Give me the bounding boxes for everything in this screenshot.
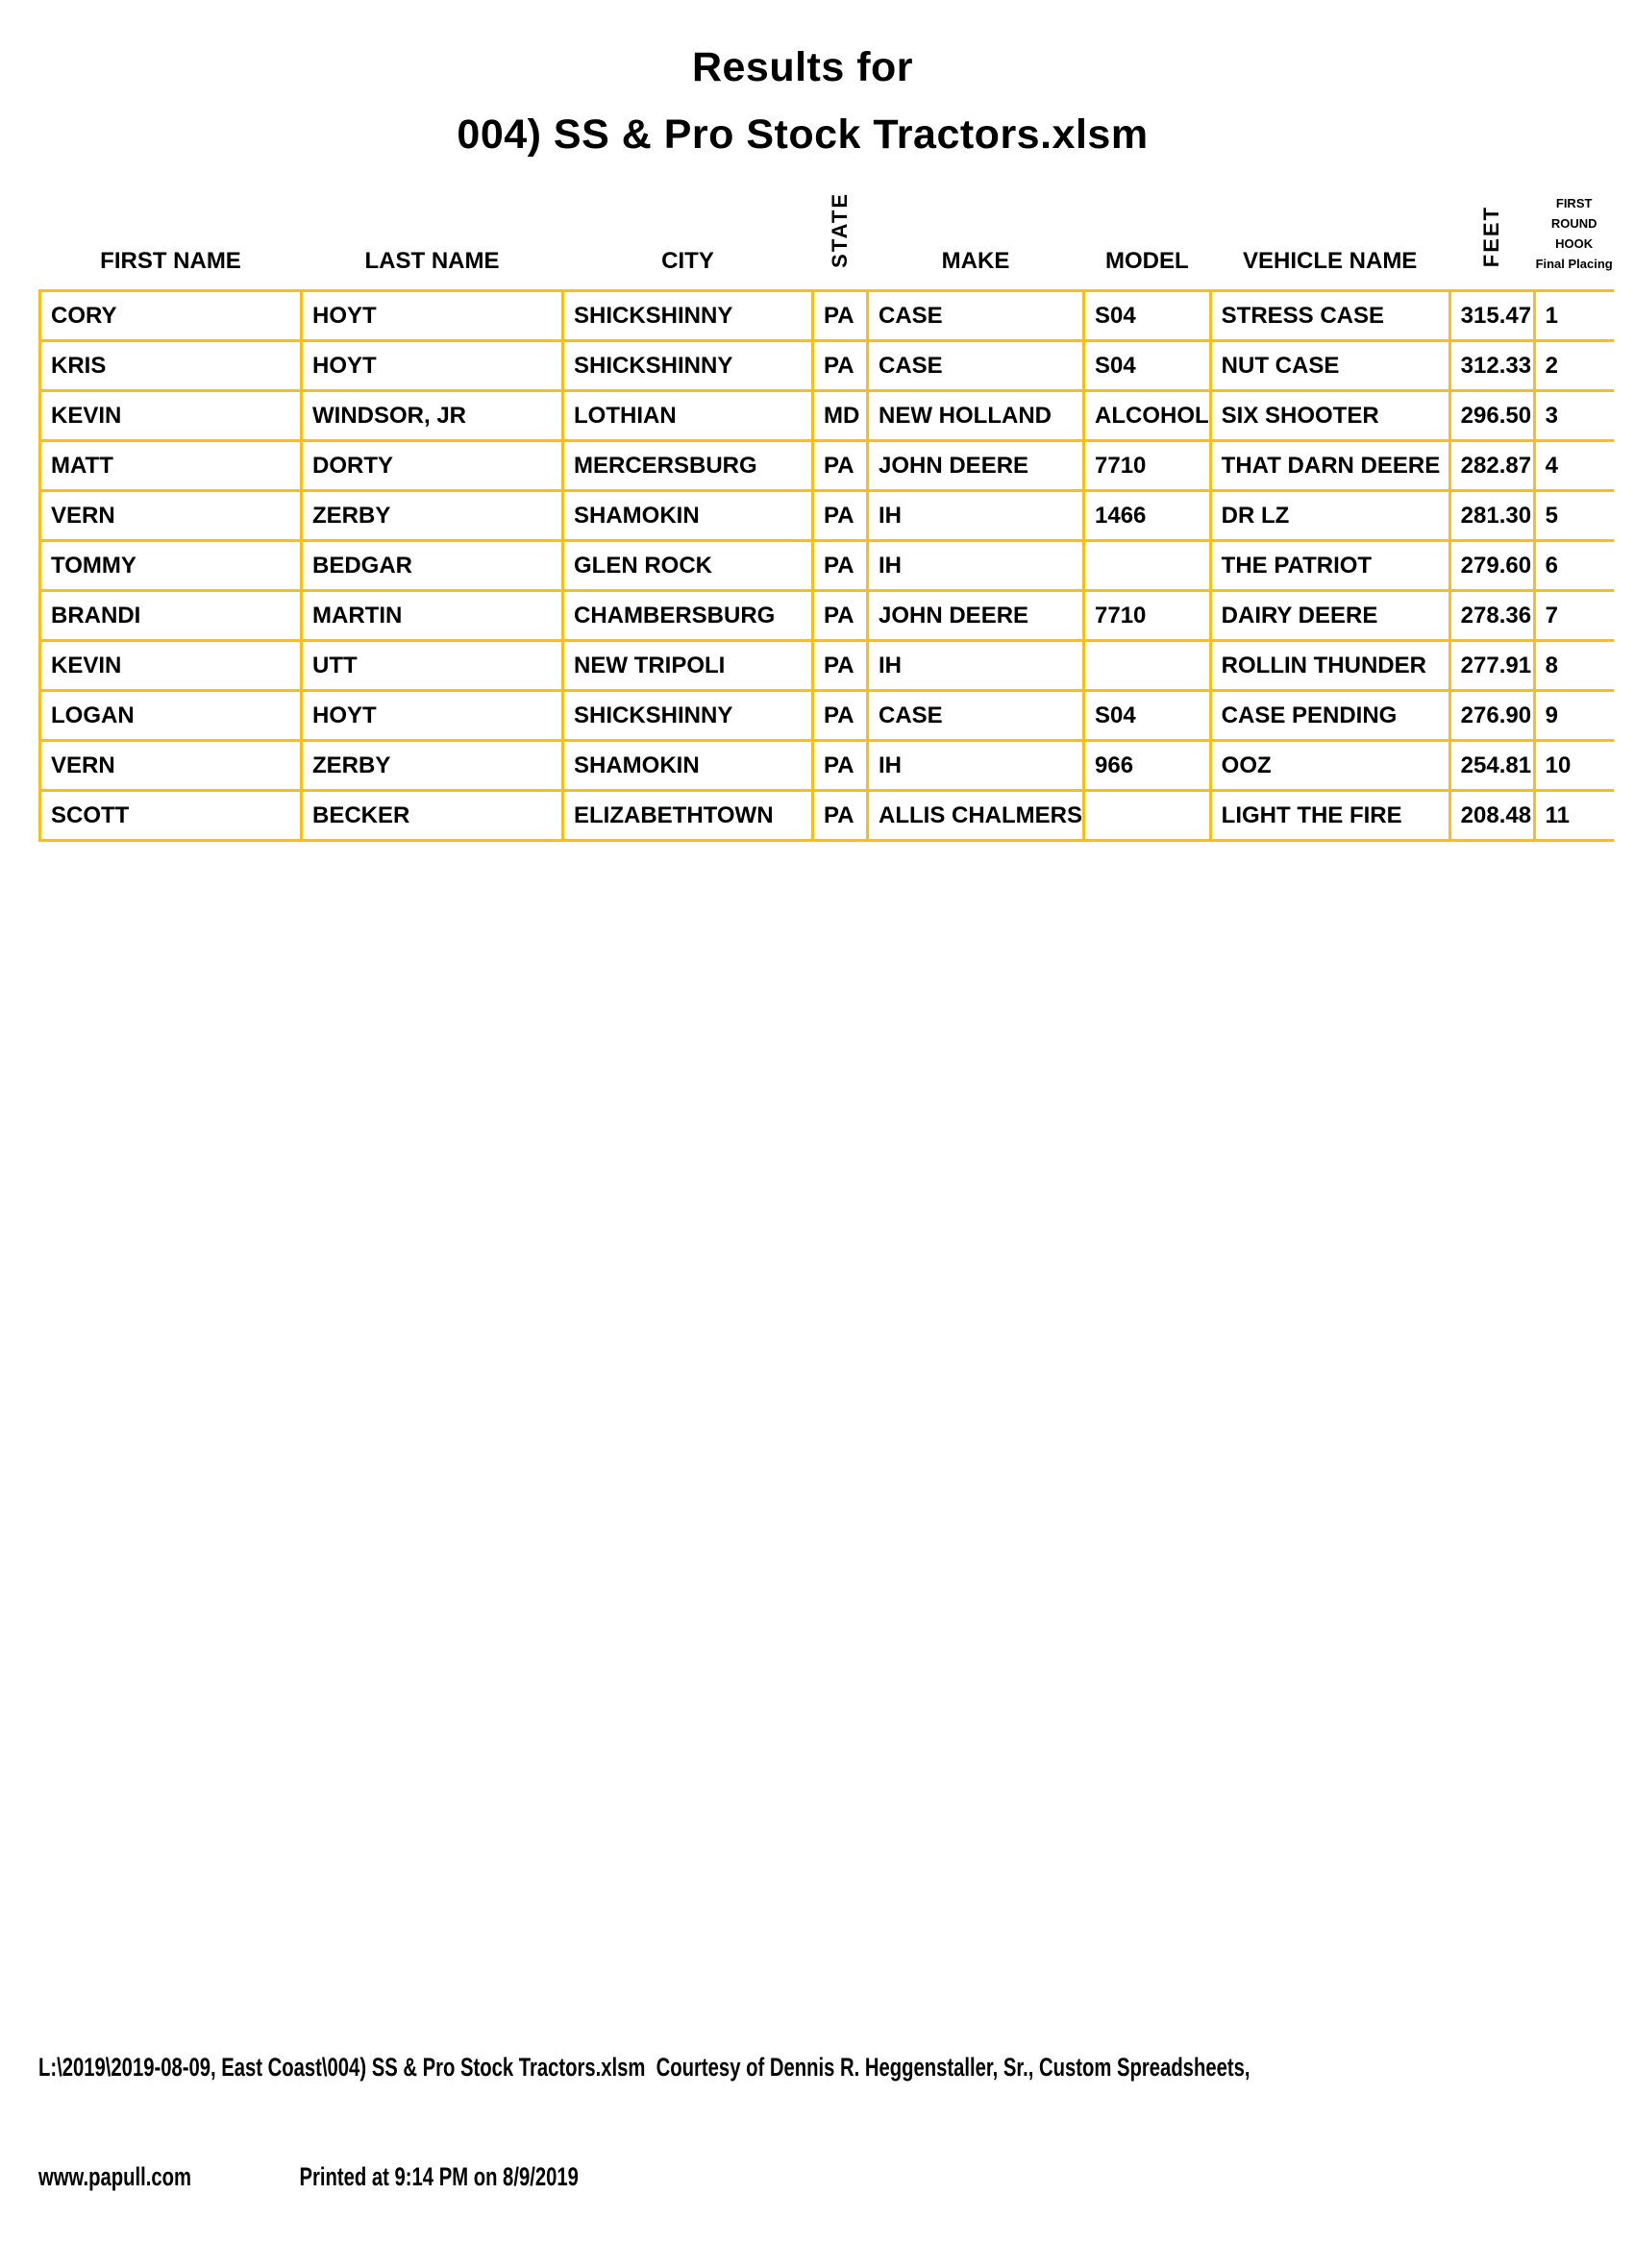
cell-first_name: LOGAN [40,691,302,741]
cell-vehicle_name: STRESS CASE [1210,291,1449,341]
column-header-placing [1534,168,1614,291]
table-row [40,491,1615,541]
cell-first_name: KEVIN [40,391,302,441]
page-subtitle: 004) SS & Pro Stock Tractors.xlsm [457,111,1149,158]
table-row [40,291,1615,341]
footer-line2 [38,2158,1250,2195]
cell-vehicle_name: THE PATRIOT [1210,541,1449,591]
cell-placing: 9 [1534,691,1614,741]
cell-model [1084,541,1211,591]
table-row [40,341,1615,391]
cell-last_name: BECKER [302,791,563,841]
cell-state: PA [813,541,868,591]
cell-city: ELIZABETHTOWN [563,791,813,841]
cell-feet: 276.90 [1449,691,1534,741]
cell-vehicle_name: SIX SHOOTER [1210,391,1449,441]
cell-first_name: BRANDI [40,591,302,641]
cell-model: 7710 [1084,591,1211,641]
cell-feet: 279.60 [1449,541,1534,591]
cell-placing: 3 [1534,391,1614,441]
placing-header-line1: FIRST ROUND [1550,196,1597,231]
cell-last_name: HOYT [302,291,563,341]
placing-header-line3: Final Placing [1535,257,1613,271]
cell-city: MERCERSBURG [563,441,813,491]
cell-city: LOTHIAN [563,391,813,441]
column-header-first-name: FIRST NAME [100,247,241,274]
cell-state: PA [813,441,868,491]
cell-placing: 4 [1534,441,1614,491]
table-row [40,391,1615,441]
cell-feet: 281.30 [1449,491,1534,541]
table-row [40,741,1615,791]
results-table-body [40,291,1615,841]
cell-vehicle_name: CASE PENDING [1210,691,1449,741]
cell-city: SHICKSHINNY [563,291,813,341]
cell-state: MD [813,391,868,441]
column-header-vehicle-name: VEHICLE NAME [1242,247,1418,274]
cell-last_name: HOYT [302,341,563,391]
column-header-feet [1449,168,1534,291]
cell-feet: 278.36 [1449,591,1534,641]
cell-vehicle_name: NUT CASE [1210,341,1449,391]
cell-make: CASE [868,341,1084,391]
cell-placing: 2 [1534,341,1614,391]
cell-last_name: DORTY [302,441,563,491]
cell-last_name: BEDGAR [302,541,563,591]
column-header-city: CITY [661,247,714,274]
cell-first_name: VERN [40,741,302,791]
cell-feet: 282.87 [1449,441,1534,491]
cell-vehicle_name: LIGHT THE FIRE [1210,791,1449,841]
cell-state: PA [813,691,868,741]
cell-model [1084,641,1211,691]
cell-first_name: SCOTT [40,791,302,841]
cell-first_name: KRIS [40,341,302,391]
cell-make: IH [868,641,1084,691]
table-row [40,791,1615,841]
results-table [38,168,1614,842]
cell-city: SHICKSHINNY [563,341,813,391]
cell-make: CASE [868,691,1084,741]
cell-model: ALCOHOL [1084,391,1211,441]
cell-last_name: ZERBY [302,741,563,791]
cell-placing: 6 [1534,541,1614,591]
table-row [40,641,1615,691]
cell-model: 1466 [1084,491,1211,541]
cell-state: PA [813,291,868,341]
cell-feet: 277.91 [1449,641,1534,691]
cell-first_name: MATT [40,441,302,491]
feet-rotated-label: FEET [1479,206,1504,268]
table-row [40,441,1615,491]
footer-file-path: L:\2019\2019-08-09, East Coast\004) SS & Pro Stock Tractors.xlsm Courtesy of Dennis R. Heggenstaller, Sr., Custom Spreadsheets, [38,2053,1250,2082]
column-header-last-name: LAST NAME [364,247,500,274]
cell-first_name: TOMMY [40,541,302,591]
cell-model [1084,791,1211,841]
cell-model: S04 [1084,291,1211,341]
cell-model: S04 [1084,691,1211,741]
cell-state: PA [813,741,868,791]
cell-city: SHAMOKIN [563,741,813,791]
state-rotated-label: STATE [828,191,852,268]
cell-state: PA [813,491,868,541]
cell-make: CASE [868,291,1084,341]
cell-vehicle_name: DR LZ [1210,491,1449,541]
table-row [40,591,1615,641]
cell-vehicle_name: OOZ [1210,741,1449,791]
cell-feet: 315.47 [1449,291,1534,341]
cell-placing: 11 [1534,791,1614,841]
header-row [40,168,1615,291]
cell-make: NEW HOLLAND [868,391,1084,441]
cell-feet: 296.50 [1449,391,1534,441]
cell-city: CHAMBERSBURG [563,591,813,641]
cell-city: GLEN ROCK [563,541,813,591]
cell-make: JOHN DEERE [868,441,1084,491]
column-header-model: MODEL [1104,247,1189,274]
cell-make: JOHN DEERE [868,591,1084,641]
cell-last_name: UTT [302,641,563,691]
cell-feet: 208.48 [1449,791,1534,841]
cell-placing: 1 [1534,291,1614,341]
cell-city: SHAMOKIN [563,491,813,541]
cell-vehicle_name: ROLLIN THUNDER [1210,641,1449,691]
cell-model: 966 [1084,741,1211,791]
cell-make: IH [868,491,1084,541]
cell-placing: 7 [1534,591,1614,641]
cell-last_name: ZERBY [302,491,563,541]
footer-printed-timestamp: Printed at 9:14 PM on 8/9/2019 [299,2162,579,2191]
cell-last_name: HOYT [302,691,563,741]
table-row [40,691,1615,741]
column-header-state [813,168,868,291]
cell-city: SHICKSHINNY [563,691,813,741]
cell-placing: 10 [1534,741,1614,791]
cell-model: 7710 [1084,441,1211,491]
cell-make: IH [868,541,1084,591]
cell-feet: 254.81 [1449,741,1534,791]
page-title: Results for [691,44,914,90]
cell-vehicle_name: DAIRY DEERE [1210,591,1449,641]
cell-make: IH [868,741,1084,791]
column-header-make: MAKE [941,247,1010,274]
cell-make: ALLIS CHALMERS [868,791,1084,841]
table-row [40,541,1615,591]
cell-first_name: KEVIN [40,641,302,691]
cell-state: PA [813,791,868,841]
cell-feet: 312.33 [1449,341,1534,391]
cell-state: PA [813,591,868,641]
cell-city: NEW TRIPOLI [563,641,813,691]
cell-placing: 5 [1534,491,1614,541]
cell-placing: 8 [1534,641,1614,691]
footer-website: www.papull.com [38,2162,192,2191]
cell-last_name: MARTIN [302,591,563,641]
cell-vehicle_name: THAT DARN DEERE [1210,441,1449,491]
cell-state: PA [813,641,868,691]
cell-first_name: VERN [40,491,302,541]
placing-header-line2: HOOK [1555,236,1594,251]
page-footer [38,1976,1250,2268]
cell-first_name: CORY [40,291,302,341]
cell-last_name: WINDSOR, JR [302,391,563,441]
cell-state: PA [813,341,868,391]
cell-model: S04 [1084,341,1211,391]
